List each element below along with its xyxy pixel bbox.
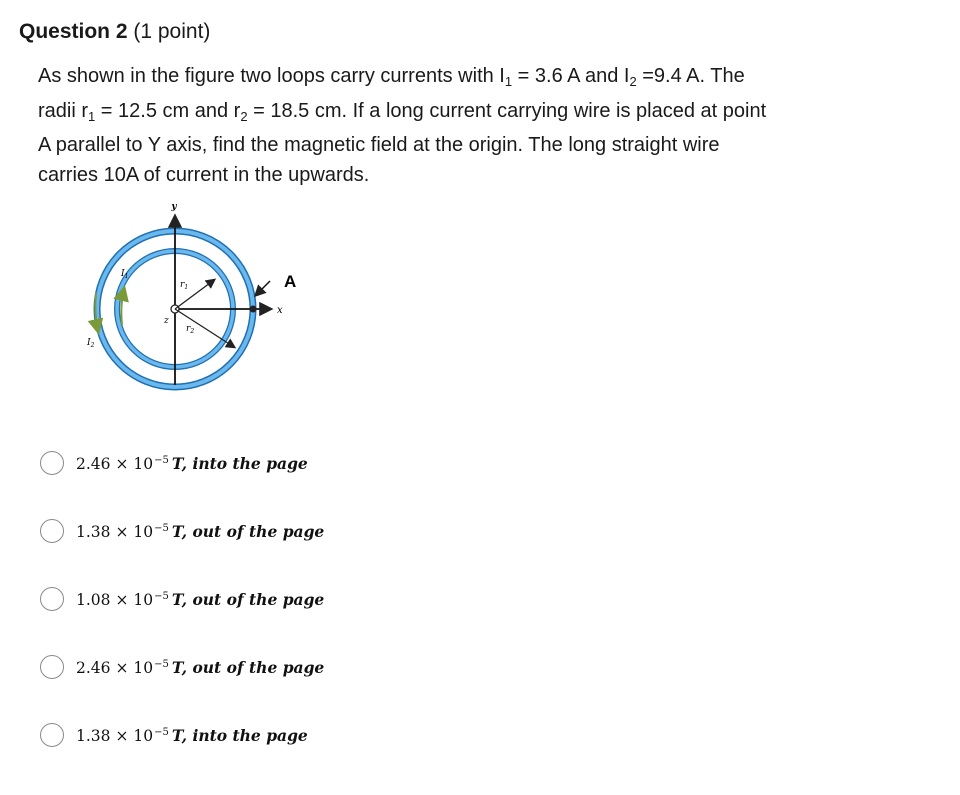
question-title: [19, 18, 210, 46]
text-fragment: =9.4 A. The: [636, 65, 745, 87]
text-fragment: = 3.6 A and I: [512, 65, 630, 87]
question-line-2: [38, 97, 918, 132]
y-axis-label: y: [171, 202, 177, 212]
answer-option-3[interactable]: [40, 585, 324, 613]
x-axis-label: x: [277, 305, 283, 316]
radio-button[interactable]: [40, 723, 64, 747]
answer-option-5[interactable]: [40, 721, 308, 749]
radio-button[interactable]: [40, 519, 64, 543]
text-fragment: = 18.5 cm. If a long current carrying wire is placed at point: [247, 99, 767, 122]
loops-diagram: [80, 195, 310, 395]
question-text: [38, 62, 918, 190]
subscript: 1: [88, 108, 96, 124]
radio-button[interactable]: [40, 587, 64, 611]
label-i1: $I_1$: [121, 269, 129, 280]
option-label: $1.38 \times 10^{-5}$ T, out of the page: [76, 521, 325, 541]
point-a-label: A: [284, 272, 297, 291]
radio-button[interactable]: [40, 451, 64, 475]
label-r2: $r_2$: [186, 324, 195, 335]
question-line-1: [38, 62, 918, 97]
subscript: 1: [504, 74, 513, 89]
subscript: 2: [629, 74, 637, 89]
label-r1: $r_1$: [180, 280, 189, 291]
option-label: $2.46 \times 10^{-5}$ T, out of the page: [76, 657, 325, 677]
question-line-3: A parallel to Y axis, find the magnetic field at the origin. The long straight wire: [38, 134, 720, 156]
answer-option-2[interactable]: [40, 517, 324, 545]
answer-option-1[interactable]: [40, 449, 308, 477]
loops-figure: [80, 195, 310, 395]
question-line-4: carries 10A of current in the upwards.: [38, 163, 370, 186]
option-label: $2.46 \times 10^{-5}$ T, into the page: [76, 453, 308, 473]
text-fragment: As shown in the figure two loops carry currents with I: [38, 65, 505, 87]
point-a-dot: [250, 306, 257, 313]
z-axis-label: z: [164, 316, 169, 326]
r2-radius: [175, 309, 234, 347]
question-points: (1 point): [133, 20, 211, 43]
text-fragment: = 12.5 cm and r: [95, 99, 241, 122]
point-a-arrow: [256, 281, 270, 295]
option-label: $1.38 \times 10^{-5}$ T, into the page: [76, 725, 308, 745]
text-fragment: radii r: [38, 99, 89, 122]
answer-option-4[interactable]: [40, 653, 324, 681]
subscript: 2: [240, 108, 248, 124]
label-i2: $I_2$: [87, 338, 95, 349]
question-number: Question 2: [19, 20, 128, 43]
option-label: $1.08 \times 10^{-5}$ T, out of the page: [76, 589, 325, 609]
radio-button[interactable]: [40, 655, 64, 679]
